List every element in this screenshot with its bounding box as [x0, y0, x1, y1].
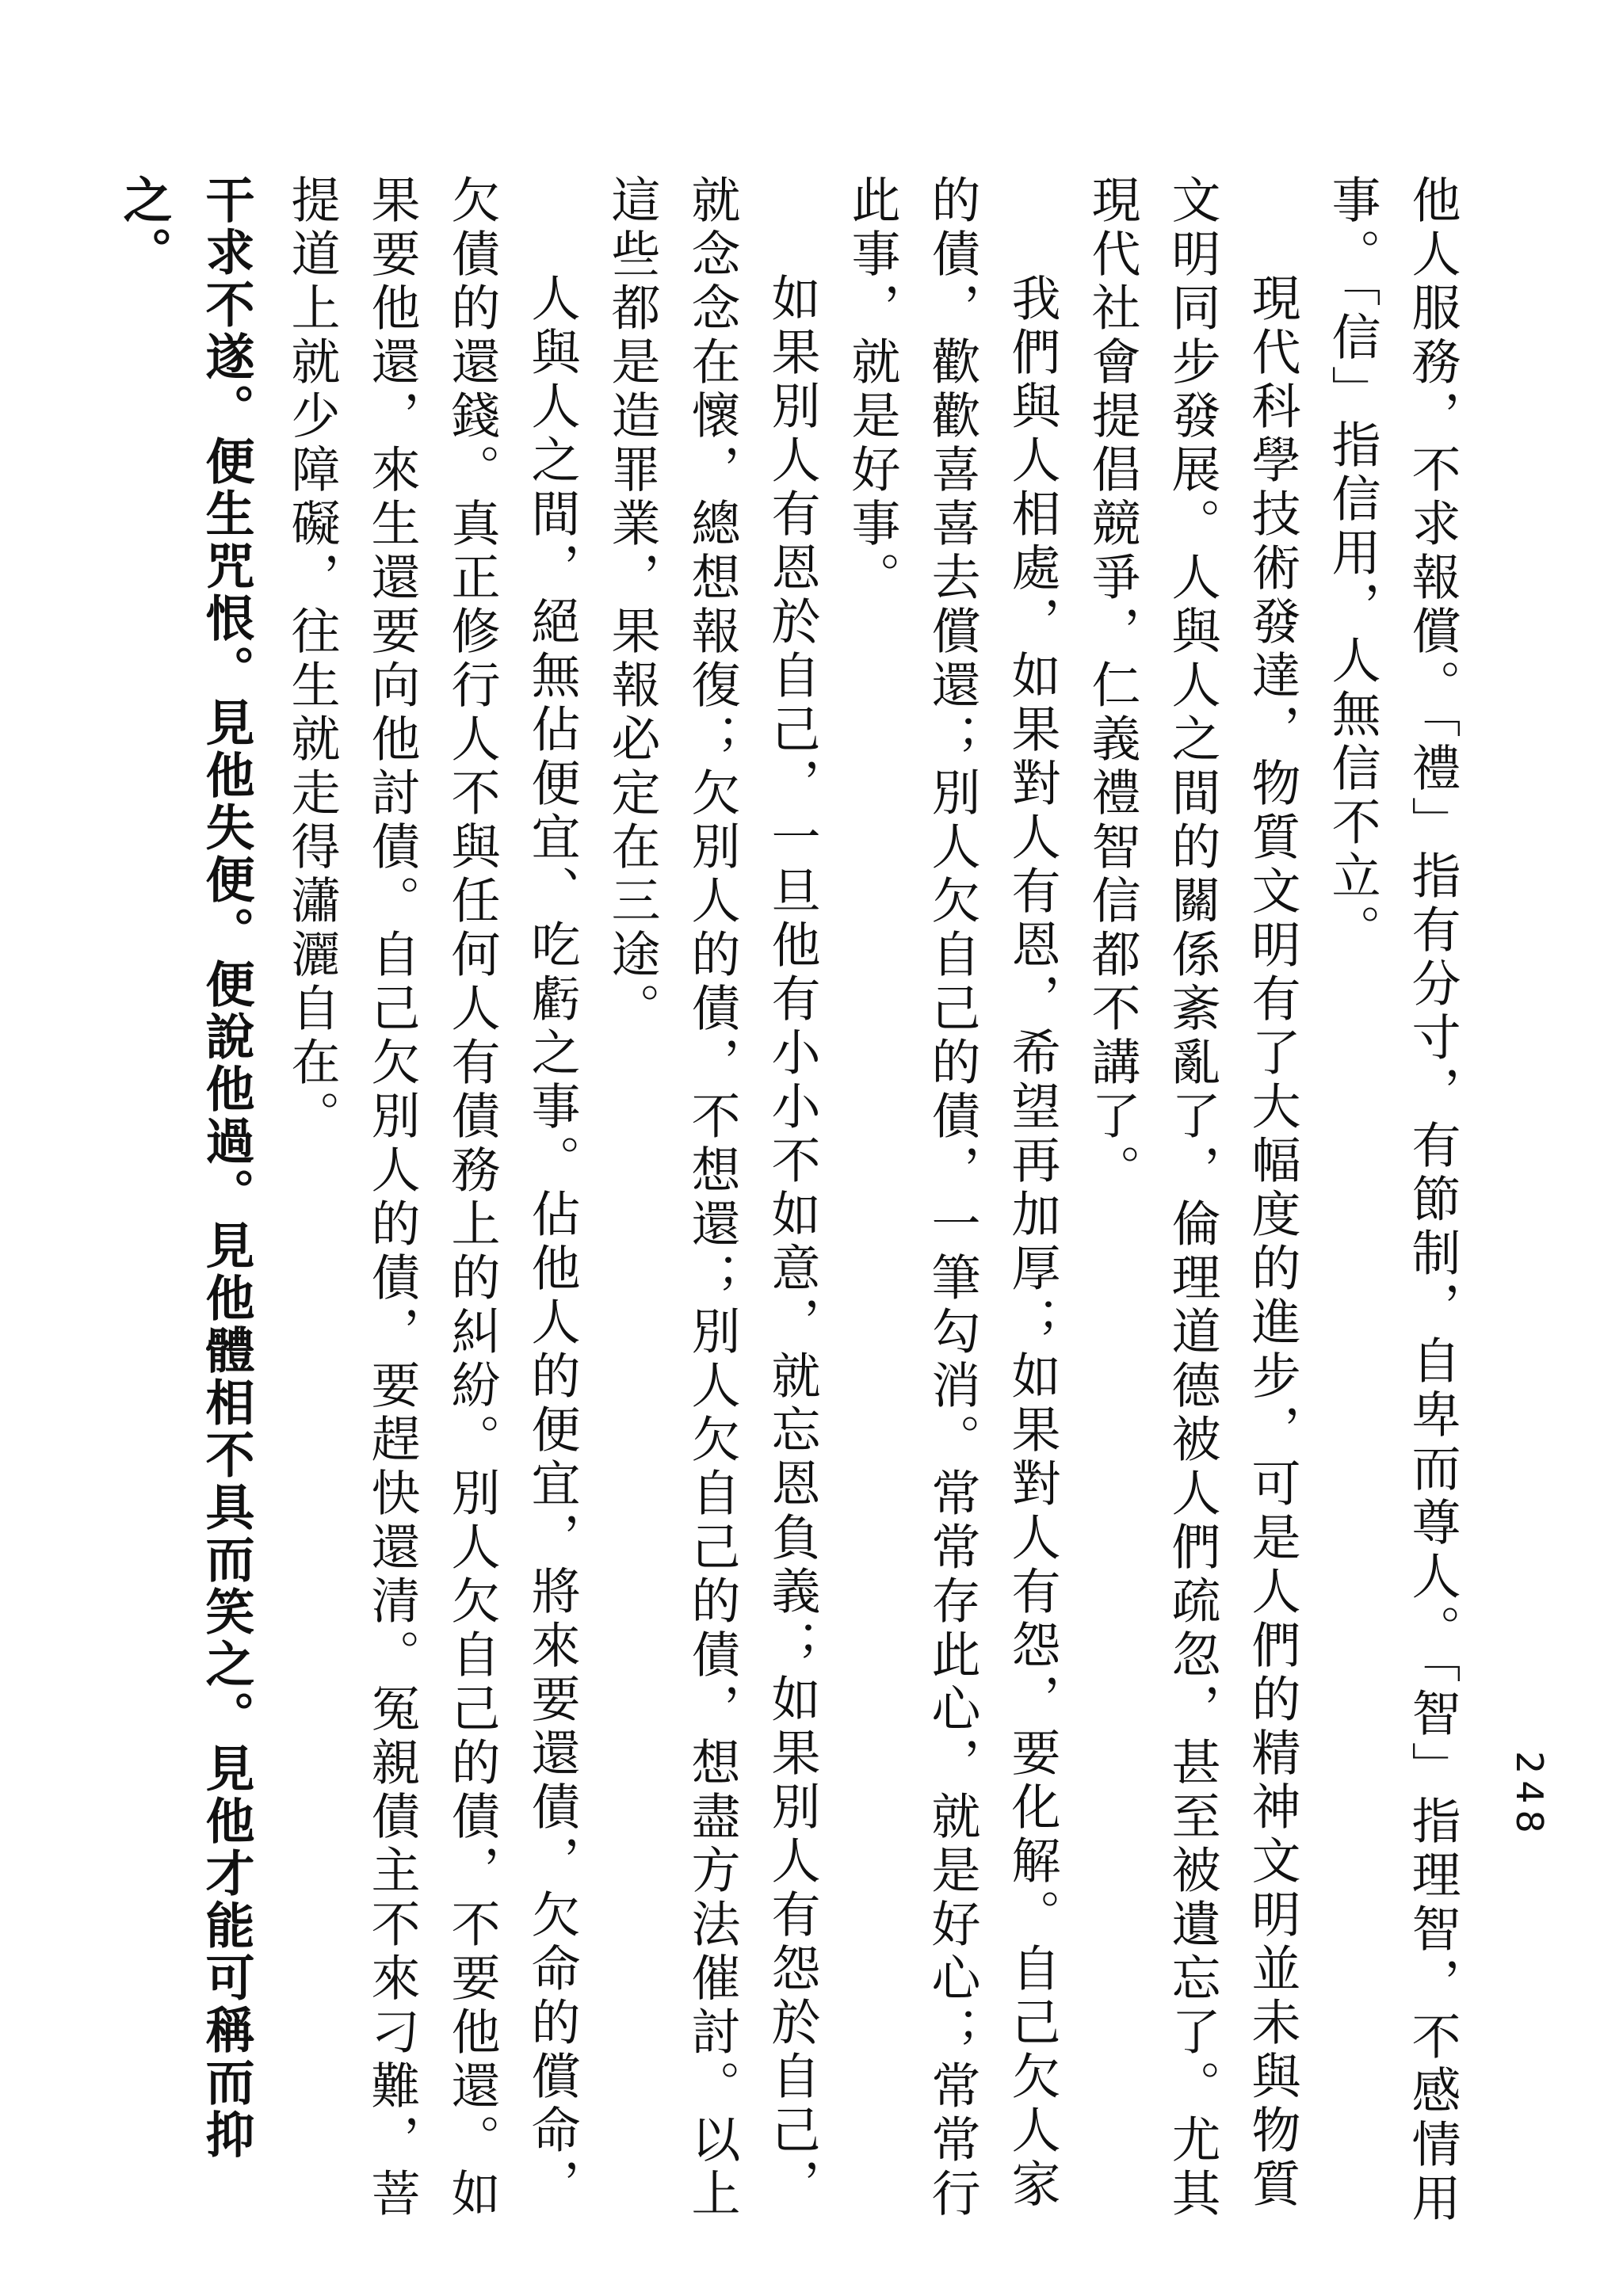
page-number: 248: [1508, 1751, 1551, 1840]
paragraph-karma-warning: 如果別人有恩於自己，一旦他有小小不如意，就忘恩負義；如果別人有怨於自己，就念念在懷，總想報復；欠別人的債，不想還；別人欠自己的債，想盡方法催討。以上這些都是造罪業，果報必定在三途。: [603, 174, 821, 2222]
paragraph-continuation: 他人服務，不求報償。「禮」指有分寸，有節制，自卑而尊人。「智」指理智，不感情用事。「信」指信用，人無信不立。: [1323, 174, 1461, 2226]
scripture-quote: 干求不遂。便生咒恨。見他失便。便說他過。見他體相不具而笑之。見他才能可稱而抑之。: [115, 174, 255, 2161]
vertical-text-body: [102, 174, 1472, 2250]
paragraph-debts-between-people: 人與人之間，絕無佔便宜、吃虧之事。佔他人的便宜，將來要還債，欠命的償命，欠債的還錢。真正修行人不與任何人有債務上的糾紛。別人欠自己的債，不要他還。如果要他還，來生還要向他討債。自己欠別人的債，要趕快還清。冤親債主不來刁難，菩提道上就少障礙，往生就走得瀟灑自在。: [283, 174, 581, 2222]
paragraph-relations-with-others: 我們與人相處，如果對人有恩，希望再加厚；如果對人有怨，要化解。自己欠人家的債，歡歡喜喜去償還；別人欠自己的債，一筆勾消。常常存此心，就是好心；常常行此事，就是好事。: [843, 174, 1061, 2222]
paragraph-modern-civilization: 現代科學技術發達，物質文明有了大幅度的進步，可是人們的精神文明並未與物質文明同步發展。人與人之間的關係紊亂了，倫理道德被人們疏忽，甚至被遺忘了。尤其現代社會提倡競爭，仁義禮智信都不講了。: [1083, 174, 1301, 2222]
